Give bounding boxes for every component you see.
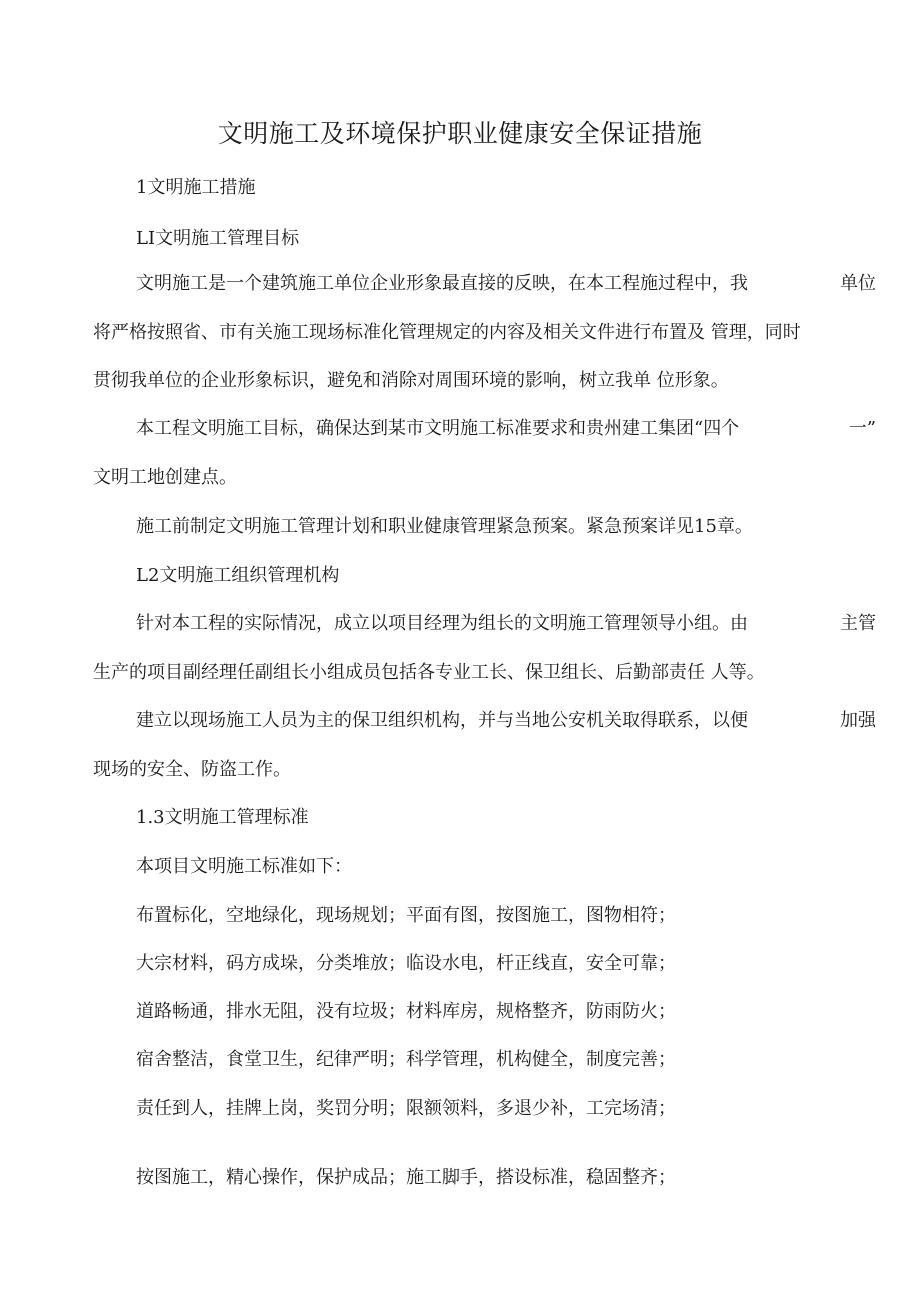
standard-line: 大宗材料，码方成垛，分类堆放；临设水电，杆正线直，安全可靠； [136, 953, 676, 974]
paragraph-2-line-1-tail: 一” [848, 418, 876, 439]
paragraph-1-line-2: 将严格按照省、市有关施工现场标准化管理规定的内容及相关文件进行布置及 管理，同时 [93, 322, 801, 343]
document-title: 文明施工及环境保护职业健康安全保证措施 [217, 119, 703, 148]
paragraph-2-line-1-main: 本工程文明施工目标，确保达到某市文明施工标准要求和贵州建工集团“四个 [136, 418, 740, 439]
paragraph-1-line-3: 贯彻我单位的企业形象标识，避免和消除对周围环境的影响，树立我单 位形象。 [93, 370, 729, 391]
paragraph-5-line-1 [136, 708, 876, 734]
standard-line: 道路畅通，排水无阻，没有垃圾；材料库房，规格整齐，防雨防火； [136, 1001, 676, 1022]
paragraph-5-line-1-tail: 加强 [840, 710, 876, 731]
standard-line: 布置标化，空地绿化，现场规划；平面有图，按图施工，图物相符； [136, 905, 676, 926]
standard-line: 按图施工，精心操作，保护成品；施工脚手，搭设标准，稳固整齐； [136, 1167, 676, 1188]
standard-line: 责任到人，挂牌上岗，奖罚分明；限额领料，多退少补，工完场清； [136, 1098, 676, 1119]
section-heading-1: 1文明施工措施 [136, 177, 256, 198]
paragraph-3: 施工前制定文明施工管理计划和职业健康管理紧急预案。紧急预案详见15章。 [136, 516, 753, 537]
paragraph-2-line-1 [136, 416, 876, 442]
paragraph-4-line-1-tail: 主管 [840, 613, 876, 634]
section-heading-1-1: LI文明施工管理目标 [136, 228, 300, 249]
paragraph-5-line-2: 现场的安全、防盗工作。 [93, 759, 291, 780]
paragraph-1-line-1-tail: 单位 [840, 273, 876, 294]
section-heading-1-3: 1.3文明施工管理标准 [136, 807, 309, 828]
paragraph-4-line-2: 生产的项目副经理任副组长小组成员包括各专业工长、保卫组长、后勤部责任 人等。 [93, 662, 765, 683]
paragraph-1-line-1-main: 文明施工是一个建筑施工单位企业形象最直接的反映，在本工程施过程中，我 [136, 273, 748, 294]
section-heading-1-2: L2文明施工组织管理机构 [136, 565, 340, 586]
paragraph-4-line-1 [136, 611, 876, 637]
paragraph-5-line-1-main: 建立以现场施工人员为主的保卫组织机构，并与当地公安机关取得联系，以便 [136, 710, 748, 731]
paragraph-4-line-1-main: 针对本工程的实际情况，成立以项目经理为组长的文明施工管理领导小组。由 [136, 613, 748, 634]
paragraph-2-line-2: 文明工地创建点。 [93, 467, 237, 488]
paragraph-1-line-1 [136, 271, 876, 297]
standard-line: 宿舍整洁，食堂卫生，纪律严明；科学管理，机构健全，制度完善； [136, 1049, 676, 1070]
paragraph-6: 本项目文明施工标准如下： [136, 856, 352, 877]
